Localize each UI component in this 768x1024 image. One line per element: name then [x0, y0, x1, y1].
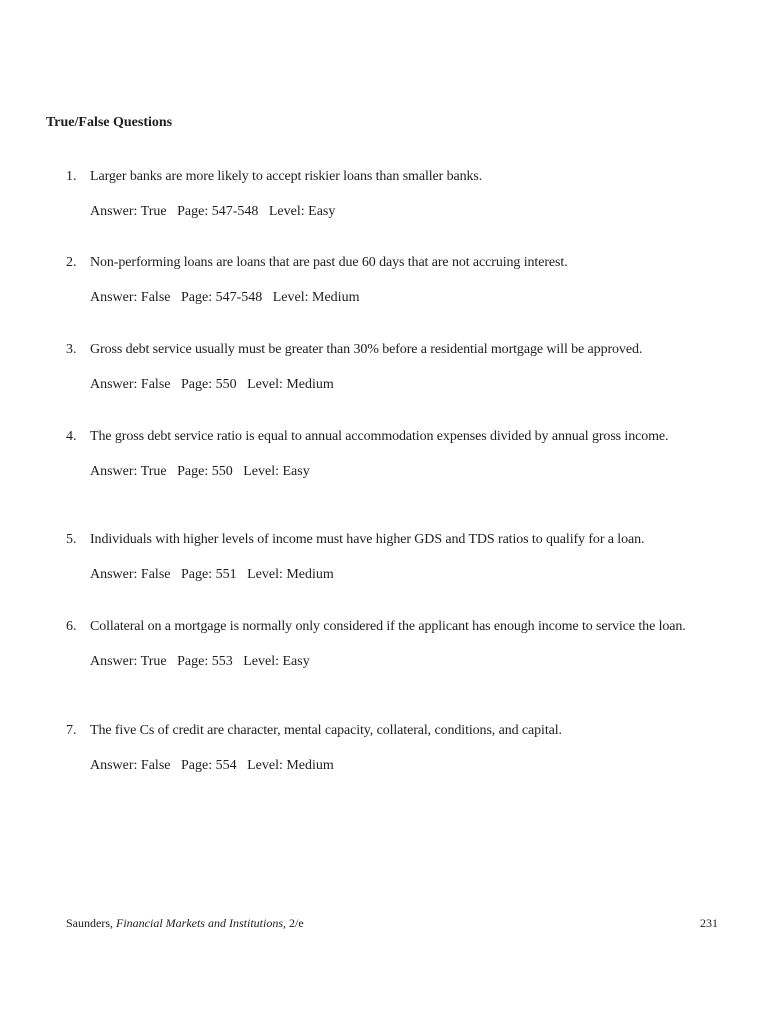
question-6 [66, 618, 726, 670]
answer-line: Answer: False Page: 550 Level: Medium [90, 377, 334, 392]
answer-line: Answer: False Page: 551 Level: Medium [90, 567, 334, 582]
question-4 [66, 428, 726, 480]
question-text: The five Cs of credit are character, mental capacity, collateral, conditions, and capital. [90, 723, 562, 738]
question-number: 5. [66, 532, 77, 547]
footer-edition: , 2/e [283, 916, 304, 930]
question-text: Larger banks are more likely to accept riskier loans than smaller banks. [90, 169, 483, 184]
question-2 [66, 254, 726, 306]
question-number: 7. [66, 723, 77, 738]
question-number: 6. [66, 619, 77, 634]
question-number: 4. [66, 429, 77, 444]
question-number: 1. [66, 169, 77, 184]
section-heading: True/False Questions [46, 115, 173, 130]
question-1 [66, 168, 726, 220]
question-text: Collateral on a mortgage is normally only considered if the applicant has enough income to service the loan. [90, 619, 686, 634]
question-text: Non-performing loans are loans that are past due 60 days that are not accruing interest. [90, 255, 568, 270]
footer-book-title: Financial Markets and Institutions [116, 916, 283, 930]
footer-author: Saunders, [66, 916, 116, 930]
answer-line: Answer: False Page: 547-548 Level: Medium [90, 290, 360, 305]
page-number: 231 [700, 916, 718, 930]
question-5 [66, 531, 726, 583]
question-number: 3. [66, 342, 77, 357]
answer-line: Answer: False Page: 554 Level: Medium [90, 758, 334, 773]
question-number: 2. [66, 255, 77, 270]
footer-citation [66, 916, 304, 931]
question-text: The gross debt service ratio is equal to annual accommodation expenses divided by annual gross income. [90, 429, 669, 444]
question-7 [66, 722, 726, 774]
answer-line: Answer: True Page: 547-548 Level: Easy [90, 204, 336, 219]
page-footer [66, 916, 718, 931]
question-text: Gross debt service usually must be greater than 30% before a residential mortgage will be approved. [90, 342, 643, 357]
question-text: Individuals with higher levels of income must have higher GDS and TDS ratios to qualify for a loan. [90, 532, 645, 547]
answer-line: Answer: True Page: 553 Level: Easy [90, 654, 310, 669]
question-3 [66, 341, 726, 393]
answer-line: Answer: True Page: 550 Level: Easy [90, 464, 310, 479]
